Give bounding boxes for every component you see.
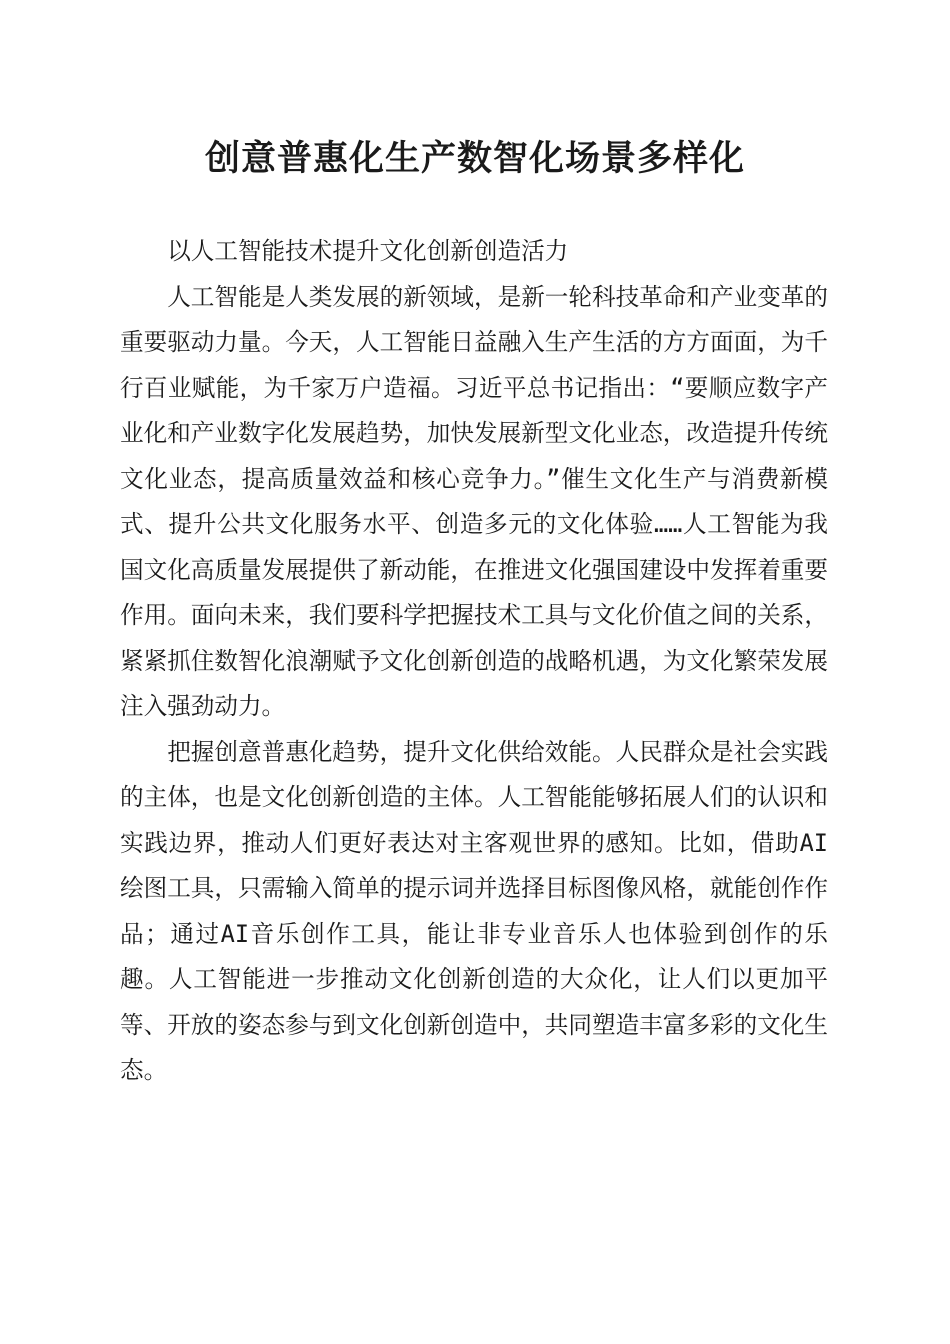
- paragraph: 把握创意普惠化趋势，提升文化供给效能。人民群众是社会实践的主体，也是文化创新创造的主体。人工智能能够拓展人们的认识和实践边界，推动人们更好表达对主客观世界的感知。比如，借助AI绘图工具，只需输入简单的提示词并选择目标图像风格，就能创作作品；通过AI音乐创作工具，能让非专业音乐人也体验到创作的乐趣。人工智能进一步推动文化创新创造的大众化，让人们以更加平等、开放的姿态参与到文化创新创造中，共同塑造丰富多彩的文化生态。: [120, 737, 828, 1084]
- paragraph: 人工智能是人类发展的新领域，是新一轮科技革命和产业变革的重要驱动力量。今天，人工智能日益融入生产生活的方方面面，为千行百业赋能，为千家万户造福。习近平总书记指出：“要顺应数字产业化和产业数字化发展趋势，加快发展新型文化业态，改造提升传统文化业态，提高质量效益和核心竞争力。”催生文化生产与消费新模式、提升公共文化服务水平、创造多元的文化体验……人工智能为我国文化高质量发展提供了新动能，在推进文化强国建设中发挥着重要作用。面向未来，我们要科学把握技术工具与文化价值之间的关系，紧紧抓住数智化浪潮赋予文化创新创造的战略机遇，为文化繁荣发展注入强劲动力。: [120, 282, 828, 720]
- document-subtitle: 以人工智能技术提升文化创新创造活力: [167, 237, 569, 265]
- document-title: 创意普惠化生产数智化场景多样化: [204, 138, 745, 179]
- document-body: [120, 229, 828, 1094]
